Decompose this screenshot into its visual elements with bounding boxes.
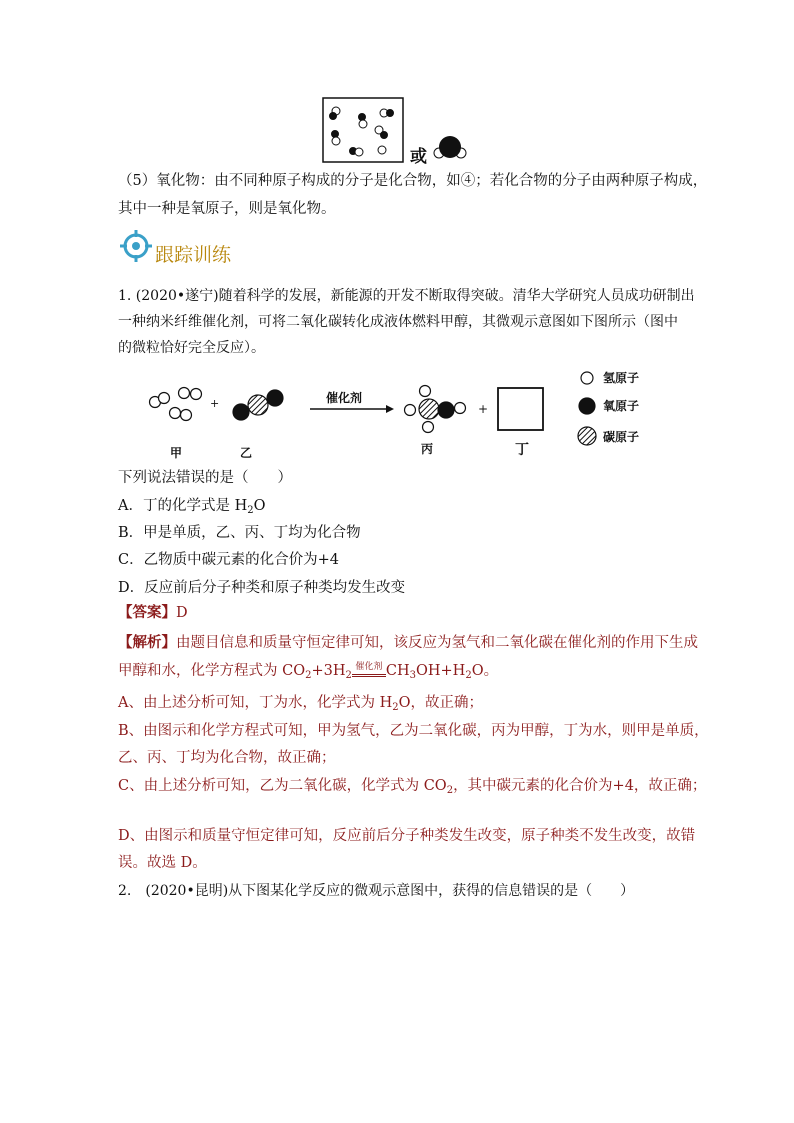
q1-option-b: B．甲是单质，乙、丙、丁均为化合物 (118, 525, 361, 541)
label-jia: 甲 (170, 446, 183, 460)
q1-explain-a: A、由上述分析可知，丁为水，化学式为 $H_2O$，故正确； (118, 695, 483, 713)
legend-hydrogen: 氢原子 (603, 371, 640, 385)
label-yi: 乙 (240, 446, 253, 460)
note5-line2: 其中一种是氧原子，则是氧化物。 (118, 201, 336, 217)
q1-option-a: A．丁的化学式是 $H_2O$ (118, 498, 266, 516)
target-icon (119, 229, 153, 263)
legend-carbon: 碳原子 (603, 430, 640, 444)
section-title: 跟踪训练 (155, 244, 232, 266)
note5-line1: （5）氧化物：由不同种原子构成的分子是化合物，如④；若化合物的分子由两种原子构成， (118, 173, 708, 189)
q1-explain-b-line2: 乙、丙、丁均为化合物，故正确； (118, 750, 336, 766)
q1-explain-d-line2: 误。故选 D。 (118, 855, 207, 871)
large-molecule-figure (430, 132, 470, 164)
q1-option-d: D．反应前后分子种类和原子种类均发生改变 (118, 580, 406, 596)
plus-sign-1: + (210, 397, 220, 410)
q2-line1: 2. (2020•昆明)从下图某化学反应的微观示意图中，获得的信息错误的是（ ） (118, 883, 635, 899)
label-bing: 丙 (421, 442, 434, 456)
q1-explain-b-line1: B、由图示和化学方程式可知，甲为氢气，乙为二氧化碳，丙为甲醇，丁为水，则甲是单质， (118, 723, 709, 739)
plus-sign-2: + (478, 402, 489, 416)
catalyst-label: 催化剂 (326, 391, 363, 405)
q1-prompt: 下列说法错误的是（ ） (118, 470, 292, 486)
q1-line3: 的微粒恰好完全反应）。 (118, 340, 265, 356)
q1-explain-c: C、由上述分析可知，乙为二氧化碳，化学式为 $CO_2$，其中碳元素的化合价为+4，故正确； (118, 778, 707, 796)
q1-analysis-equation: 甲醇和水，化学方程式为 $CO_2+3H_2$催化剂 $CH_3OH+H_2O$。 (118, 662, 499, 681)
mixture-box-figure (322, 97, 404, 163)
label-ding: 丁 (515, 442, 529, 458)
q1-line1: 1. (2020•遂宁)随着科学的发展，新能源的开发不断取得突破。清华大学研究人员成功研制出 (118, 288, 695, 304)
q1-answer: 【答案】D (118, 604, 188, 621)
reaction-condition: 催化剂 (352, 663, 386, 683)
q1-analysis-line1: 【解析】由题目信息和质量守恒定律可知，该反应为氢气和二氧化碳在催化剂的作用下生成 (118, 634, 698, 651)
q1-explain-d-line1: D、由图示和质量守恒定律可知，反应前后分子种类发生改变，原子种类不发生改变，故错 (118, 828, 696, 844)
or-label: 或 (410, 147, 427, 167)
legend-oxygen: 氧原子 (603, 399, 640, 413)
reaction-diagram (140, 365, 670, 460)
q1-option-c: C．乙物质中碳元素的化合价为+4 (118, 552, 339, 568)
q1-line2: 一种纳米纤维催化剂，可将二氧化碳转化成液体燃料甲醇，其微观示意图如下图所示（图中 (118, 314, 678, 330)
